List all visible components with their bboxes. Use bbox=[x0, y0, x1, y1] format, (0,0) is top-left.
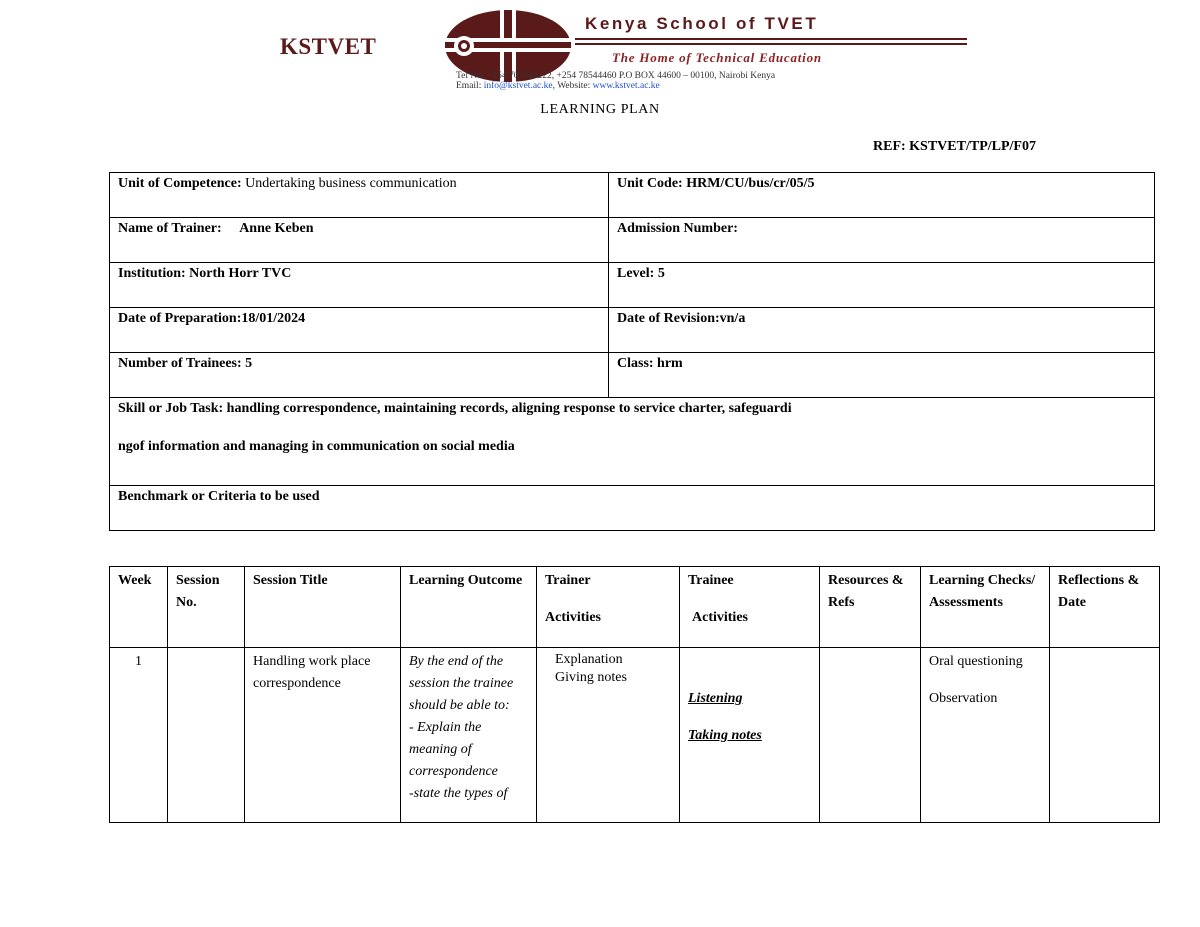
school-tagline: The Home of Technical Education bbox=[612, 50, 822, 65]
skill-task-line2: ngof information and managing in communication on social media bbox=[118, 439, 515, 454]
institution-cell bbox=[110, 263, 609, 308]
level-cell bbox=[609, 263, 1155, 308]
learning-plan-table bbox=[109, 566, 1160, 823]
cell-resources bbox=[820, 648, 921, 823]
outcome-intro: By the end of the session the trainee should be able to: bbox=[409, 654, 514, 713]
trainer-name: Anne Keben bbox=[239, 221, 314, 236]
class-cell bbox=[609, 353, 1155, 398]
unit-of-competence-cell bbox=[110, 173, 609, 218]
header-trainee-label: Trainee bbox=[688, 573, 734, 588]
cell-session-title: Handling work place correspondence bbox=[245, 648, 401, 823]
reference-number: REF: KSTVET/TP/LP/F07 bbox=[873, 139, 1036, 154]
email-label: Email: bbox=[456, 81, 482, 91]
cell-learning-outcome bbox=[401, 648, 537, 823]
level: Level: 5 bbox=[617, 266, 665, 281]
cell-trainer-activities bbox=[537, 648, 680, 823]
cell-trainee-activities bbox=[680, 648, 820, 823]
website-label: Website: bbox=[557, 81, 591, 91]
header-rule-bottom bbox=[575, 43, 967, 45]
cell-reflections bbox=[1050, 648, 1160, 823]
email-link[interactable]: info@kstvet.ac.ke bbox=[483, 81, 553, 91]
header-trainee-activities bbox=[680, 567, 820, 648]
skill-task-line1: Skill or Job Task: handling correspondence, maintaining records, aligning response to service charter, safeguardi bbox=[118, 401, 792, 416]
date-of-preparation: Date of Preparation:18/01/2024 bbox=[118, 311, 306, 326]
benchmark-label: Benchmark or Criteria to be used bbox=[118, 489, 320, 504]
header-trainee-activities-label: Activities bbox=[692, 610, 748, 625]
cell-session-no bbox=[168, 648, 245, 823]
check-1: Oral questioning bbox=[929, 654, 1023, 669]
date-of-revision: Date of Revision:vn/a bbox=[617, 311, 746, 326]
contact-email-web: Email: info@kstvet.ac.ke, Website: www.kstvet.ac.ke bbox=[456, 81, 660, 91]
header-session-title: Session Title bbox=[245, 567, 401, 648]
table-header-row bbox=[110, 567, 1160, 648]
unit-of-competence-value: Undertaking business communication bbox=[245, 176, 457, 191]
table-row bbox=[110, 308, 1155, 353]
admission-cell bbox=[609, 218, 1155, 263]
header-trainer-activities-label: Activities bbox=[545, 610, 601, 625]
table-row bbox=[110, 398, 1155, 486]
trainee-activity-1: Listening bbox=[688, 691, 743, 706]
outcome-item-1: - Explain the meaning of correspondence bbox=[409, 720, 498, 779]
contact-phone-address: Tel No: +254 707444222, +254 78544460 P.O BOX 44600 – 00100, Nairobi Kenya bbox=[456, 71, 776, 81]
trainer-label: Name of Trainer: bbox=[118, 221, 222, 236]
check-2: Observation bbox=[929, 691, 998, 706]
header-resources: Resources & Refs bbox=[820, 567, 921, 648]
header-session-no: Session No. bbox=[168, 567, 245, 648]
cell-learning-checks bbox=[921, 648, 1050, 823]
institution: Institution: North Horr TVC bbox=[118, 266, 292, 281]
date-preparation-cell bbox=[110, 308, 609, 353]
table-row bbox=[110, 648, 1160, 823]
header-learning-checks: Learning Checks/ Assessments bbox=[921, 567, 1050, 648]
trainees-cell bbox=[110, 353, 609, 398]
date-revision-cell bbox=[609, 308, 1155, 353]
header-reflections: Reflections & Date bbox=[1050, 567, 1160, 648]
unit-of-competence-label: Unit of Competence: bbox=[118, 176, 242, 191]
school-name: Kenya School of TVET bbox=[585, 14, 819, 33]
header-learning-outcome: Learning Outcome bbox=[401, 567, 537, 648]
table-row bbox=[110, 353, 1155, 398]
website-link[interactable]: www.kstvet.ac.ke bbox=[592, 81, 660, 91]
table-row bbox=[110, 218, 1155, 263]
trainer-cell bbox=[110, 218, 609, 263]
cell-week: 1 bbox=[110, 648, 168, 823]
logo-text: KSTVET bbox=[280, 34, 377, 59]
header-trainer-label: Trainer bbox=[545, 573, 591, 588]
document-title: LEARNING PLAN bbox=[540, 102, 660, 117]
unit-code-cell bbox=[609, 173, 1155, 218]
admission-number: Admission Number: bbox=[617, 221, 738, 236]
unit-code: Unit Code: HRM/CU/bus/cr/05/5 bbox=[617, 176, 815, 191]
class: Class: hrm bbox=[617, 356, 683, 371]
table-row bbox=[110, 486, 1155, 531]
header-trainer-activities bbox=[537, 567, 680, 648]
skill-task-cell bbox=[110, 398, 1155, 486]
table-row bbox=[110, 173, 1155, 218]
trainer-activity-1: Explanation bbox=[555, 652, 623, 667]
header-rule-top bbox=[575, 38, 967, 40]
table-row bbox=[110, 263, 1155, 308]
header-week: Week bbox=[110, 567, 168, 648]
outcome-item-2: -state the types of bbox=[409, 786, 508, 801]
trainee-activity-2: Taking notes bbox=[688, 728, 762, 743]
number-of-trainees: Number of Trainees: 5 bbox=[118, 356, 253, 371]
unit-info-table bbox=[109, 172, 1155, 531]
benchmark-cell bbox=[110, 486, 1155, 531]
trainer-activity-2: Giving notes bbox=[555, 670, 627, 685]
